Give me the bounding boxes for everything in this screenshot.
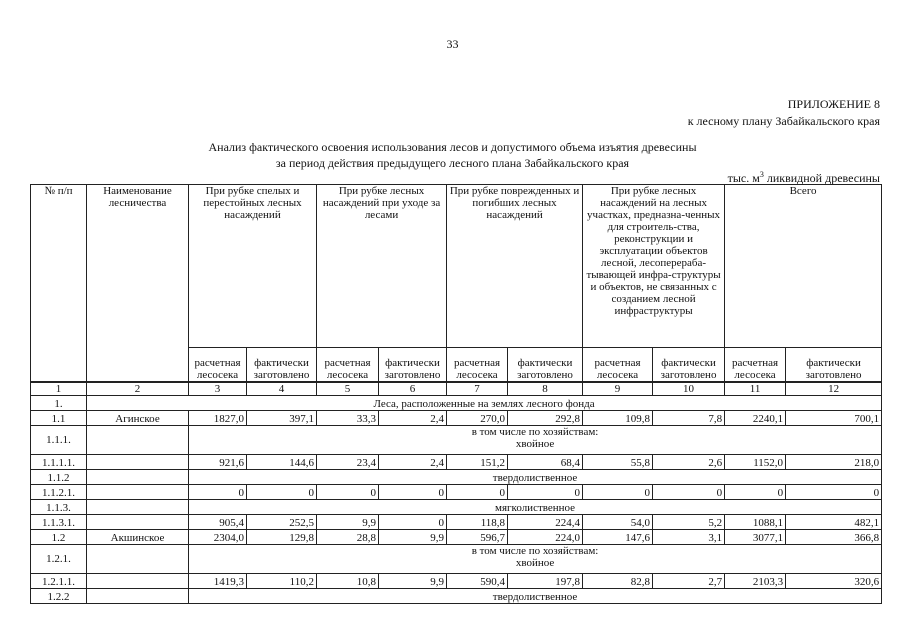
value-cell: 366,8 — [786, 529, 882, 544]
table-row — [31, 484, 882, 499]
value-cell: 55,8 — [583, 454, 653, 469]
header-group-mature: При рубке спелых и перестойных лесных насаждений — [189, 185, 317, 348]
value-cell: 224,4 — [508, 514, 583, 529]
row-number: 1. — [31, 395, 87, 410]
column-number: 6 — [379, 382, 447, 396]
subheader-estimated: расчетная лесосека — [583, 348, 653, 382]
subheader-estimated: расчетная лесосека — [447, 348, 508, 382]
table-row — [31, 499, 882, 514]
value-cell: 118,8 — [447, 514, 508, 529]
column-number: 8 — [508, 382, 583, 396]
value-cell: 0 — [508, 484, 583, 499]
value-cell: 921,6 — [189, 454, 247, 469]
subheader-actual: фактически заготовлено — [508, 348, 583, 382]
subheader-actual: фактически заготовлено — [379, 348, 447, 382]
table-row — [31, 395, 882, 410]
value-cell: 397,1 — [247, 410, 317, 425]
section-label — [189, 544, 882, 573]
subheader-actual: фактически заготовлено — [247, 348, 317, 382]
value-cell: 224,0 — [508, 529, 583, 544]
value-cell: 0 — [786, 484, 882, 499]
section-label: Леса, расположенные на землях лесного фонда — [87, 395, 882, 410]
value-cell: 9,9 — [317, 514, 379, 529]
subheader-actual: фактически заготовлено — [653, 348, 725, 382]
value-cell: 2,4 — [379, 410, 447, 425]
column-number: 5 — [317, 382, 379, 396]
section-label: твердолиственное — [189, 469, 882, 484]
forestry-name — [87, 514, 189, 529]
empty-cell — [87, 544, 189, 573]
value-cell: 7,8 — [653, 410, 725, 425]
table-row — [31, 469, 882, 484]
value-cell: 28,8 — [317, 529, 379, 544]
table-row — [31, 573, 882, 588]
row-number: 1.2 — [31, 529, 87, 544]
row-number: 1.1.1.1. — [31, 454, 87, 469]
value-cell: 252,5 — [247, 514, 317, 529]
appendix-subtitle: к лесному плану Забайкальского края — [687, 114, 880, 128]
header-group-care: При рубке лесных насаждений при уходе за лесами — [317, 185, 447, 348]
value-cell: 590,4 — [447, 573, 508, 588]
value-cell: 1088,1 — [725, 514, 786, 529]
value-cell: 33,3 — [317, 410, 379, 425]
value-cell: 9,9 — [379, 529, 447, 544]
value-cell: 0 — [379, 484, 447, 499]
value-cell: 0 — [447, 484, 508, 499]
row-number: 1.1.3.1. — [31, 514, 87, 529]
value-cell: 0 — [653, 484, 725, 499]
appendix-title: ПРИЛОЖЕНИЕ 8 — [787, 97, 880, 111]
value-cell: 129,8 — [247, 529, 317, 544]
row-number: 1.1.2 — [31, 469, 87, 484]
value-cell: 292,8 — [508, 410, 583, 425]
section-label-line2: хвойное — [515, 437, 555, 450]
value-cell: 2103,3 — [725, 573, 786, 588]
section-label: мягколиственное — [189, 499, 882, 514]
value-cell: 147,6 — [583, 529, 653, 544]
row-number: 1.2.1.1. — [31, 573, 87, 588]
table-row — [31, 425, 882, 454]
header-forestry-name: Наименование лесничества — [87, 185, 189, 382]
value-cell: 0 — [189, 484, 247, 499]
forest-use-table — [30, 184, 882, 604]
value-cell: 3,1 — [653, 529, 725, 544]
value-cell: 2,4 — [379, 454, 447, 469]
column-number: 1 — [31, 382, 87, 396]
value-cell: 82,8 — [583, 573, 653, 588]
value-cell: 144,6 — [247, 454, 317, 469]
value-cell: 905,4 — [189, 514, 247, 529]
value-cell: 1152,0 — [725, 454, 786, 469]
section-label — [189, 425, 882, 454]
table-row — [31, 544, 882, 573]
value-cell: 110,2 — [247, 573, 317, 588]
subheader-estimated: расчетная лесосека — [725, 348, 786, 382]
value-cell: 23,4 — [317, 454, 379, 469]
forestry-name: Агинское — [87, 410, 189, 425]
value-cell: 5,2 — [653, 514, 725, 529]
forestry-name — [87, 484, 189, 499]
value-cell: 482,1 — [786, 514, 882, 529]
table-row — [31, 588, 882, 603]
value-cell: 3077,1 — [725, 529, 786, 544]
value-cell: 10,8 — [317, 573, 379, 588]
value-cell: 0 — [583, 484, 653, 499]
row-number: 1.1 — [31, 410, 87, 425]
header-group-infrastructure: При рубке лесных насаждений на лесных участках, предназна-ченных для строитель-ства, реконструкции и эксплуатации объектов лесной, лесоперераба-тывающей инфра-структуры и объектов, не связанных с созданием лесной инфраструктуры — [583, 185, 725, 348]
value-cell: 68,4 — [508, 454, 583, 469]
column-number: 3 — [189, 382, 247, 396]
value-cell: 320,6 — [786, 573, 882, 588]
section-label: твердолиственное — [189, 588, 882, 603]
empty-cell — [87, 469, 189, 484]
value-cell: 2,7 — [653, 573, 725, 588]
forestry-name — [87, 454, 189, 469]
empty-cell — [87, 425, 189, 454]
document-title-line2: за период действия предыдущего лесного плана Забайкальского края — [275, 156, 630, 170]
value-cell: 9,9 — [379, 573, 447, 588]
subheader-estimated: расчетная лесосека — [189, 348, 247, 382]
forestry-name — [87, 573, 189, 588]
value-cell: 0 — [317, 484, 379, 499]
row-number: 1.1.3. — [31, 499, 87, 514]
header-num: № п/п — [31, 185, 87, 382]
empty-cell — [87, 499, 189, 514]
value-cell: 270,0 — [447, 410, 508, 425]
column-number: 2 — [87, 382, 189, 396]
column-number: 10 — [653, 382, 725, 396]
column-number: 7 — [447, 382, 508, 396]
value-cell: 0 — [379, 514, 447, 529]
value-cell: 596,7 — [447, 529, 508, 544]
value-cell: 54,0 — [583, 514, 653, 529]
page-number: 33 — [446, 37, 459, 51]
value-cell: 109,8 — [583, 410, 653, 425]
column-number: 4 — [247, 382, 317, 396]
unit-label: тыс. $м^3$ ликвидной древесины — [727, 170, 880, 185]
value-cell: 151,2 — [447, 454, 508, 469]
row-number: 1.2.1. — [31, 544, 87, 573]
subheader-estimated: расчетная лесосека — [317, 348, 379, 382]
value-cell: 700,1 — [786, 410, 882, 425]
value-cell: 1827,0 — [189, 410, 247, 425]
row-number: 1.1.1. — [31, 425, 87, 454]
value-cell: 218,0 — [786, 454, 882, 469]
table-row — [31, 514, 882, 529]
row-number: 1.2.2 — [31, 588, 87, 603]
value-cell: 197,8 — [508, 573, 583, 588]
value-cell: 1419,3 — [189, 573, 247, 588]
value-cell: 0 — [247, 484, 317, 499]
value-cell: 2,6 — [653, 454, 725, 469]
table-row — [31, 410, 882, 425]
empty-cell — [87, 588, 189, 603]
column-number: 11 — [725, 382, 786, 396]
table-row — [31, 529, 882, 544]
section-label-line1: в том числе по хозяйствам: — [471, 544, 599, 557]
column-number: 12 — [786, 382, 882, 396]
header-group-damaged: При рубке поврежденных и погибших лесных насаждений — [447, 185, 583, 348]
value-cell: 0 — [725, 484, 786, 499]
column-number-row — [31, 382, 882, 396]
value-cell: 2240,1 — [725, 410, 786, 425]
section-label-line2: хвойное — [515, 556, 555, 569]
subheader-actual: фактически заготовлено — [786, 348, 882, 382]
row-number: 1.1.2.1. — [31, 484, 87, 499]
section-label-line1: в том числе по хозяйствам: — [471, 425, 599, 438]
value-cell: 2304,0 — [189, 529, 247, 544]
header-group-total: Всего — [725, 185, 882, 348]
column-number: 9 — [583, 382, 653, 396]
document-title-line1: Анализ фактического освоения использования лесов и допустимого объема изъятия древесины — [208, 140, 697, 154]
forestry-name: Акшинское — [87, 529, 189, 544]
table-row — [31, 454, 882, 469]
